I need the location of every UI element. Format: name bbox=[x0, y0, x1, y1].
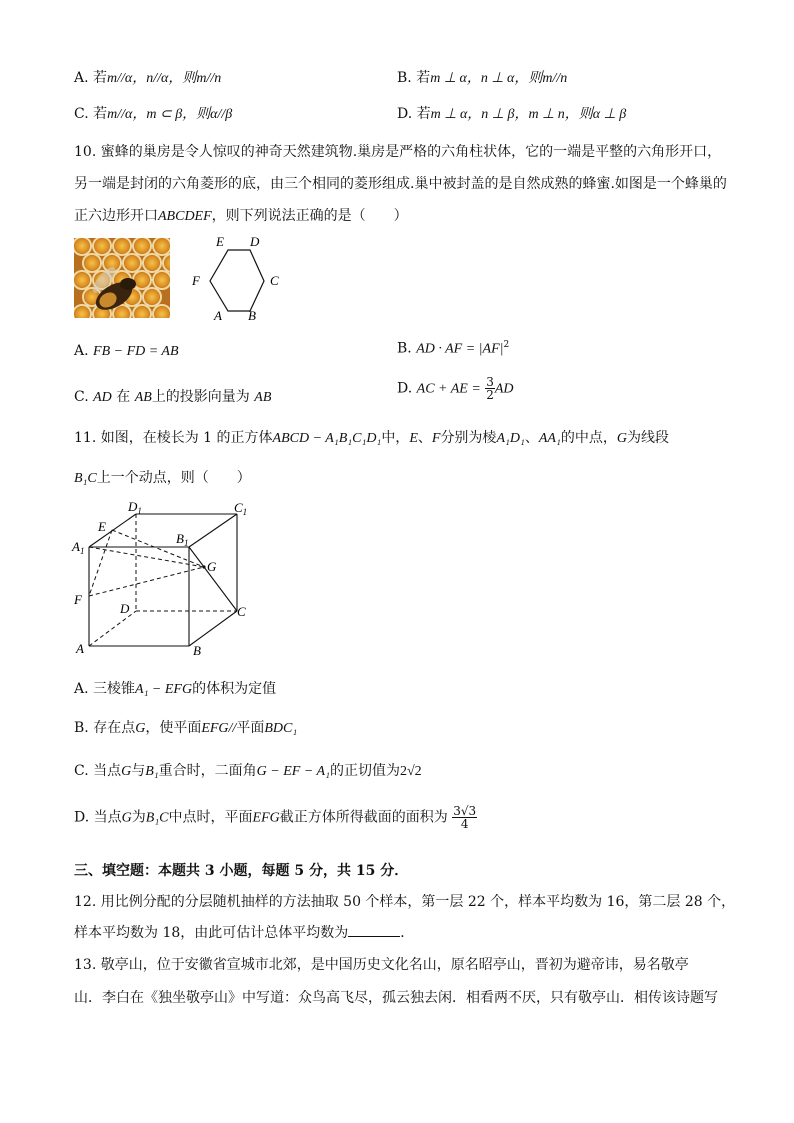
cube-label-d1: $D_1$ bbox=[128, 500, 142, 516]
q10-stem-line1: 10. 蜜蜂的巢房是令人惊叹的神奇天然建筑物.巢房是严格的六角柱状体，它的一端是平整的六角形开口， bbox=[74, 144, 722, 160]
q10-option-c: C. AD 在 AB上的投影向量为 AB bbox=[74, 389, 272, 405]
q10-stem-line3: 正六边形开口ABCDEF，则下列说法正确的是（ ） bbox=[74, 208, 408, 224]
q9-option-b: B. 若m ⊥ α，n ⊥ α，则m//n bbox=[397, 70, 568, 86]
section-3-heading: 三、填空题：本题共 3 小题，每题 5 分，共 15 分． bbox=[74, 863, 409, 879]
q12-line2: 样本平均数为 18，由此可估计总体平均数为 ． bbox=[74, 925, 415, 941]
cube-label-g: G bbox=[207, 559, 217, 574]
segment-b1-c bbox=[189, 547, 237, 611]
q10-option-a: A. FB − FD = AB bbox=[74, 343, 179, 359]
cube-label-f: F bbox=[74, 592, 82, 607]
cube-label-c: C bbox=[237, 604, 246, 619]
edge-b1-c1 bbox=[189, 514, 237, 547]
q9-option-c: C. 若m//α，m ⊂ β，则α//β bbox=[74, 106, 233, 122]
cube-label-a: A bbox=[76, 641, 84, 656]
q10-option-b: B. AD · AF = $|AF|^2$ bbox=[397, 340, 510, 357]
cube-label-b1: $B_1$ bbox=[176, 531, 189, 548]
q11-stem-line1: 11. 如图，在棱长为 1 的正方体ABCD − A₁B₁C₁D₁中，E、F分别为棱A₁D₁、AA₁的中点，G为线段 bbox=[74, 430, 669, 446]
hex-label-f: F bbox=[192, 273, 200, 288]
q11-option-a: A. 三棱锥A₁ − EFG的体积为定值 bbox=[74, 681, 277, 697]
cube-label-e: E bbox=[98, 519, 106, 534]
q10-option-d: D. AC + AE = $\frac{3}{2}$ AD bbox=[397, 375, 514, 402]
hex-label-a: A bbox=[214, 308, 222, 323]
q12-answer-blank bbox=[348, 924, 400, 937]
hex-label-e: E bbox=[216, 234, 224, 249]
q13-line1: 13. 敬亭山，位于安徽省宣城市北郊，是中国历史文化名山，原名昭亭山，晋初为避帝讳，易名敬亭 bbox=[74, 957, 689, 973]
q11-option-d: D. 当点G为B₁C中点时，平面EFG截正方体所得截面的面积为 $\frac{3√3}{4}$ bbox=[74, 804, 477, 831]
cube-label-a1: $A_1$ bbox=[72, 539, 85, 556]
q11-stem-line2: B₁C上一个动点，则（ ） bbox=[74, 470, 251, 486]
hidden-edge-a-d bbox=[89, 611, 136, 646]
point-g bbox=[202, 565, 205, 568]
dashed-a1-g bbox=[89, 547, 204, 567]
edge-b-c bbox=[189, 611, 237, 646]
q9-option-d: D. 若m ⊥ α，n ⊥ β，m ⊥ n，则α ⊥ β bbox=[397, 106, 627, 122]
q10-stem-line2: 另一端是封闭的六角菱形的底，由三个相同的菱形组成.巢中被封盖的是自然成熟的蜂蜜.如图是一个蜂巢的 bbox=[74, 176, 727, 192]
cube-label-b: B bbox=[193, 643, 201, 658]
q12-line1: 12. 用比例分配的分层随机抽样的方法抽取 50 个样本，第一层 22 个，样本平均数为 16，第二层 28 个， bbox=[74, 894, 736, 910]
q9-option-a: A. 若m//α，n//α，则m//n bbox=[74, 70, 222, 86]
hexagon-shape bbox=[210, 250, 264, 311]
q11-option-c: C. 当点G与B₁重合时，二面角G − EF − A₁的正切值为2√2 bbox=[74, 763, 422, 779]
dashed-e-f bbox=[89, 530, 112, 596]
hexagon-figure bbox=[188, 232, 284, 324]
cube-label-c1: $C_1$ bbox=[234, 500, 248, 517]
honeycomb-photo bbox=[74, 238, 170, 318]
hex-label-b: B bbox=[248, 308, 256, 323]
hex-label-c: C bbox=[270, 273, 279, 288]
q13-line2: 山．李白在《独坐敬亭山》中写道：众鸟高飞尽，孤云独去闲．相看两不厌，只有敬亭山．相传该诗题写 bbox=[74, 990, 718, 1006]
q11-option-b: B. 存在点G，使平面EFG//平面BDC₁ bbox=[74, 720, 298, 736]
cube-label-d: D bbox=[120, 601, 130, 616]
cube-figure bbox=[70, 500, 260, 660]
dashed-f-g bbox=[89, 567, 204, 596]
hex-label-d: D bbox=[250, 234, 260, 249]
